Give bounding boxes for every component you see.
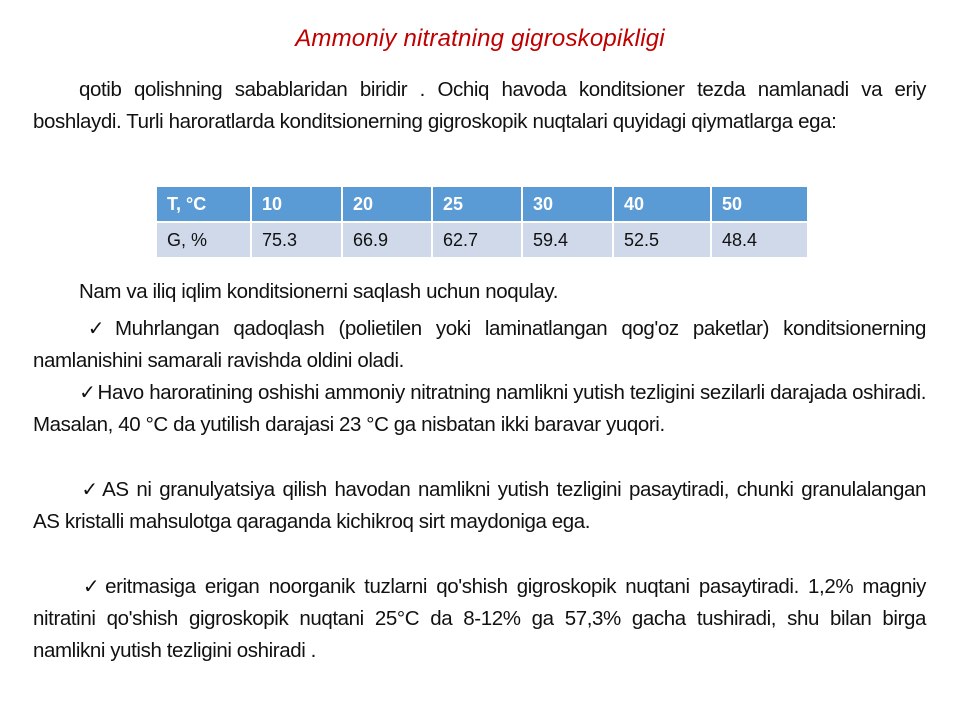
- value-cell: 52.5: [613, 222, 711, 258]
- bullet-item: [33, 377, 926, 441]
- bullet-item: [33, 313, 926, 377]
- table-header-row: [156, 186, 808, 222]
- value-cell: 59.4: [522, 222, 613, 258]
- intro-paragraph: [33, 74, 926, 138]
- bullet-text: Havo haroratining oshishi ammoniy nitratning namlikni yutish tezligini sezilarli darajada oshiradi. Masalan, 40 °C da yutilish darajasi 23 °C ga nisbatan ikki baravar yuqori.: [33, 381, 926, 436]
- check-mark-icon: ✓: [79, 318, 113, 340]
- check-mark-icon: ✓: [79, 576, 104, 598]
- check-mark-icon: ✓: [79, 479, 101, 501]
- table-row: [156, 222, 808, 258]
- bullet-item: [33, 474, 926, 538]
- temperature-cell: 40: [613, 186, 711, 222]
- intro-text: qotib qolishning sabablaridan biridir . Ochiq havoda konditsioner tezda namlanadi va eriy boshlaydi. Turli haroratlarda konditsionerning gigroskopik nuqtalari quyidagi qiymatlarga ega:: [33, 78, 926, 133]
- bullet-text: AS ni granulyatsiya qilish havodan namlikni yutish tezligini pasaytiradi, chunki granulalangan AS kristalli mahsulotga qaraganda kichikroq sirt maydoniga ega.: [33, 478, 927, 533]
- temperature-cell: 50: [711, 186, 808, 222]
- temperature-cell: 25: [432, 186, 522, 222]
- page-title: Ammoniy nitratning gigroskopikligi: [295, 25, 665, 52]
- check-mark-icon: ✓: [79, 382, 96, 404]
- value-cell: 62.7: [432, 222, 522, 258]
- bullet-text: eritmasiga erigan noorganik tuzlarni qo'shish gigroskopik nuqtani pasaytiradi. 1,2% magniy nitratini qo'shish gigroskopik nuqtani 25°C da 8-12% ga 57,3% gacha tushiradi, shu bilan birga namlikni yutish tezligini oshiradi .: [33, 575, 926, 662]
- temperature-cell: 30: [522, 186, 613, 222]
- row-header-temperature: T, °C: [156, 186, 251, 222]
- note-text: Nam va iliq iqlim konditsionerni saqlash uchun noqulay.: [79, 280, 558, 303]
- value-cell: 75.3: [251, 222, 342, 258]
- temperature-cell: 20: [342, 186, 432, 222]
- value-cell: 48.4: [711, 222, 808, 258]
- value-cell: 66.9: [342, 222, 432, 258]
- bullet-item: [33, 571, 926, 667]
- hygroscopic-points-table: [155, 185, 809, 259]
- temperature-cell: 10: [251, 186, 342, 222]
- bullet-text: Muhrlangan qadoqlash (polietilen yoki laminatlangan qog'oz paketlar) konditsionerning namlanishini samarali ravishda oldini oladi.: [33, 317, 926, 372]
- row-header-hygroscopicity: G, %: [156, 222, 251, 258]
- note-paragraph: [33, 276, 926, 308]
